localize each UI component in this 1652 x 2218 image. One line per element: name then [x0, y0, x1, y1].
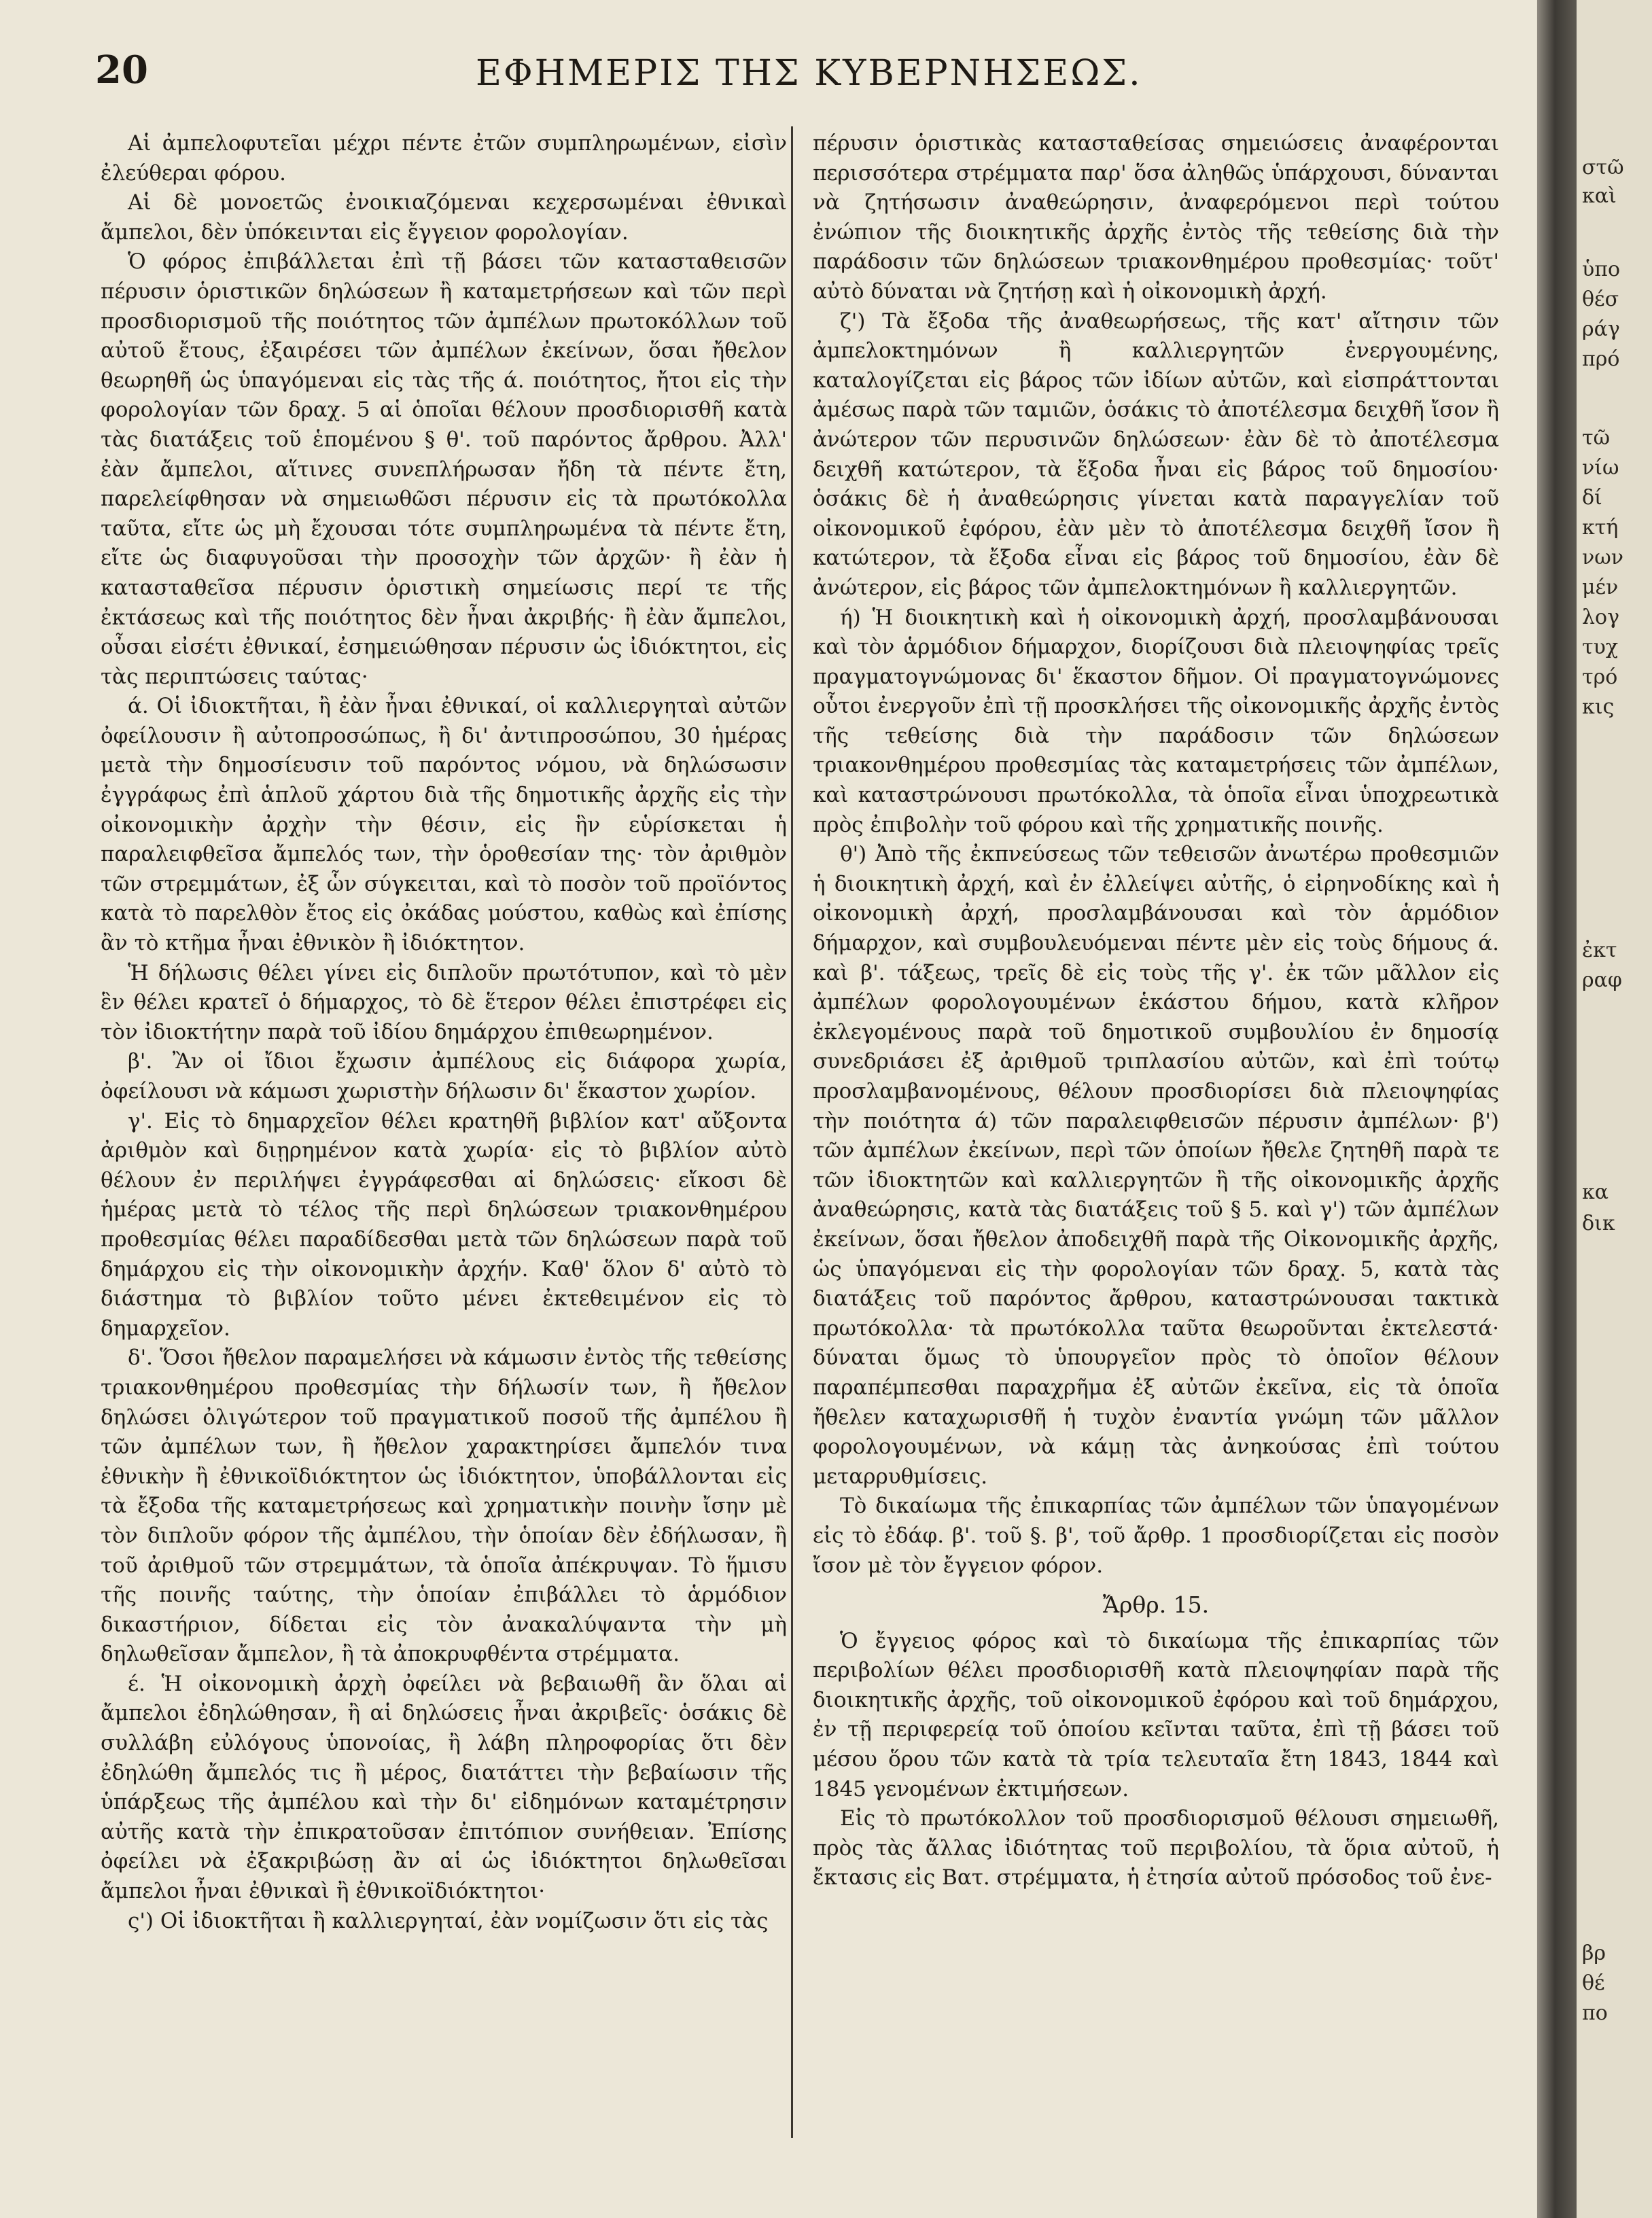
fragment: μέν	[1582, 576, 1619, 599]
fragment: ἐκτ	[1582, 938, 1617, 962]
fragment: καὶ	[1582, 184, 1617, 208]
fragment: πρό	[1582, 347, 1620, 371]
right-column	[813, 129, 1499, 1893]
page-number: 20	[95, 48, 148, 92]
fragment: τρό	[1582, 665, 1618, 689]
fragment: νων	[1582, 546, 1623, 569]
fragment: στῶ	[1582, 156, 1624, 179]
fragment: κις	[1582, 695, 1615, 719]
paragraph: Ὁ φόρος ἐπιβάλλεται ἐπὶ τῇ βάσει τῶν κατασταθεισῶν πέρυσιν ὁριστικῶν δηλώσεων ἢ καταμετρήσεων καὶ τῶν περὶ προσδιορισμοῦ τῆς ποιότητος τῶν ἀμπέλων πρωτοκόλλων τοῦ αὐτοῦ ἔτους, ἐξαιρέσει τῶν ἀμπέλων ἐκείνων, ὅσαι ἤθελον θεωρηθῆ ὡς ὑπαγόμεναι εἰς τὰς τῆς ά. ποιότητος, ἤτοι εἰς τὴν φορολογίαν τῶν δραχ. 5 αἱ ὁποῖαι θέλουν προσδιορισθῆ κατὰ τὰς διατάξεις τοῦ ἑπομένου § θ'. τοῦ παρόντος ἄρθρου. Ἀλλ' ἐὰν ἄμπελοι, αἵτινες συνεπλήρωσαν ἤδη τὰ πέντε ἔτη, παρελείφθησαν νὰ σημειωθῶσι πέρυσιν εἰς τὰ πρωτόκολλα ταῦτα, εἴτε ὡς μὴ ἔχουσαι τότε συμπληρωμένα τὰ πέντε ἔτη, εἴτε ὡς διαφυγοῦσαι τὴν προσοχὴν τῶν ἀρχῶν· ἢ ἐὰν ἡ κατασταθεῖσα πέρυσιν ὁριστικὴ σημείωσις περί τε τῆς ἐκτάσεως καὶ τῆς ποιότητος δὲν ἦναι ἀκριβής· ἢ ἐὰν ἄμπελοι, οὖσαι εἰσέτι ἐθνικαί, ἐσημειώθησαν πέρυσιν ὡς ἰδιόκτητοι, εἰς τὰς περιπτώσεις ταύτας·	[101, 249, 787, 689]
fragment: ὑπο	[1582, 258, 1621, 281]
left-column	[101, 129, 787, 1936]
paragraph: ζ') Τὰ ἔξοδα τῆς ἀναθεωρήσεως, τῆς κατ' αἴτησιν τῶν ἀμπελοκτημόνων ἢ καλλιεργητῶν ἐνεργουμένης, καταλογίζεται εἰς βάρος τῶν ἰδίων αὐτῶν, καὶ εἰσπράττονται ἀμέσως παρὰ τῶν ταμιῶν, ὁσάκις τὸ ἀποτέλεσμα δειχθῆ ἴσον ἢ ἀνώτερον τῶν περυσινῶν δηλώσεων· ἐὰν δὲ τὸ ἀποτέλεσμα δειχθῆ κατώτερον, τὰ ἔξοδα ἦναι εἰς βάρος τοῦ δημοσίου· ὁσάκις δὲ ἡ ἀναθεώρησις γίνεται κατὰ παραγγελίαν τοῦ οἰκονομικοῦ ἐφόρου, ἐὰν μὲν τὸ ἀποτέλεσμα δειχθῆ ἴσον ἢ κατώτερον, τὰ ἔξοδα εἶναι εἰς βάρος τοῦ δημοσίου, ἐὰν δὲ ἀνώτερον, εἰς βάρος τῶν ἀμπελοκτημόνων ἢ καλλιεργητῶν.	[813, 309, 1499, 600]
fragment: θέσ	[1582, 287, 1619, 311]
paragraph: β'. Ἂν οἱ ἴδιοι ἔχωσιν ἀμπέλους εἰς διάφορα χωρία, ὀφείλουσι νὰ κάμωσι χωριστὴν δήλωσιν δι' ἕκαστον χωρίον.	[101, 1049, 787, 1104]
paragraph: θ') Ἀπὸ τῆς ἐκπνεύσεως τῶν τεθεισῶν ἀνωτέρω προθεσμιῶν ἡ διοικητικὴ ἀρχή, καὶ ἐν ἐλλείψει αὐτῆς, ὁ εἰρηνοδίκης καὶ ἡ οἰκονομικὴ ἀρχή, προσλαμβάνουσαι καὶ τὸν ἁρμόδιον δήμαρχον, καὶ συμβουλευόμεναι πέντε μὲν εἰς τοὺς δήμους ά. καὶ β'. τάξεως, τρεῖς δὲ εἰς τοὺς τῆς γ'. ἐκ τῶν μᾶλλον εἰς ἀμπέλων φορολογουμένων ἑκάστου δήμου, κατὰ κλῆρον ἐκλεγομένους παρὰ τοῦ δημοτικοῦ συμβουλίου ἐν δημοσίᾳ συνεδριάσει ἐξ ἀριθμοῦ τριπλασίου αὐτῶν, καὶ ἐπὶ τούτῳ προσλαμβανομένους, θέλουν προσδιορίσει διὰ πλειοψηφίας τὴν ποιότητα ά) τῶν παραλειφθεισῶν πέρυσιν ἀμπέλων· β') τῶν ἀμπέλων ἐκείνων, περὶ τῶν ὁποίων ἤθελε ζητηθῆ παρὰ τε τῶν ἰδιοκτητῶν καὶ καλλιεργητῶν ἢ τῆς οἰκονομικῆς ἀρχῆς ἀναθεώρησις, κατὰ τὰς διατάξεις τοῦ § 5. καὶ γ') τῶν ἀμπέλων ἐκείνων, ὅσαι ἤθελον ἀποδειχθῆ παρὰ τῆς Οἰκονομικῆς ἀρχῆς, ὡς ὑπαγόμεναι εἰς τὴν φορολογίαν τῶν δραχ. 5, κατὰ τὰς διατάξεις τοῦ παρόντος ἄρθρου, καταστρώνουσαι τακτικὰ πρωτόκολλα· τὰ πρωτόκολλα ταῦτα θεωροῦνται ἐκτελεστά· δύναται ὅμως τὸ ὑπουργεῖον πρὸς τὸ ὁποῖον θέλουν παραπέμπεσθαι παραχρῆμα ἐξ αὐτῶν ἐκεῖνα, εἰς τὰ ὁποῖα ἤθελεν καταχωρισθῆ ἡ τυχὸν ἐναντία γνώμη τῶν μᾶλλον φορολογουμένων, νὰ κάμῃ τὰς ἀνηκούσας ἐπὶ τούτου μεταρρυθμίσεις.	[813, 842, 1499, 1489]
fragment: πο	[1582, 2001, 1608, 2025]
fragment: λογ	[1582, 605, 1620, 629]
fragment: κα	[1582, 1180, 1609, 1204]
paragraph: γ'. Εἰς τὸ δημαρχεῖον θέλει κρατηθῆ βιβλίον κατ' αὔξοντα ἀριθμὸν καὶ διῃρημένον κατὰ χωρία· εἰς τὸ βιβλίον αὐτὸ θέλουν ἐν περιλήψει ἐγγράφεσθαι αἱ δηλώσεις· εἴκοσι δὲ ἡμέρας μετὰ τὸ τέλος τῆς περὶ δηλώσεων τριακονθημέρου προθεσμίας θέλει παραδίδεσθαι μετὰ τῶν δηλώσεων παρὰ τοῦ δημάρχου εἰς τὴν οἰκονομικὴν ἀρχήν. Καθ' ὅλον δ' αὐτὸ τὸ διάστημα τὸ βιβλίον τοῦτο μένει ἐκτεθειμένον εἰς τὸ δημαρχεῖον.	[101, 1108, 787, 1341]
fragment: νίω	[1582, 456, 1619, 480]
fragment: τῶ	[1582, 426, 1611, 450]
fragment: ραφ	[1582, 968, 1622, 992]
article-heading: Ἄρθρ. 15.	[1102, 1591, 1210, 1619]
paragraph: Ἡ δήλωσις θέλει γίνει εἰς διπλοῦν πρωτότυπον, καὶ τὸ μὲν ἓν θέλει κρατεῖ ὁ δήμαρχος, τὸ δὲ ἕτερον θέλει ἐπιστρέφει εἰς τὸν ἰδιοκτήτην παρὰ τοῦ ἰδίου δημάρχου ἐπιθεωρημένον.	[101, 960, 787, 1044]
fragment: βρ	[1582, 1941, 1606, 1965]
fragment: δί	[1582, 486, 1602, 510]
paragraph: Αἱ δὲ μονοετῶς ἐνοικιαζόμεναι κεχερσωμέναι ἐθνικαὶ ἄμπελοι, δὲν ὑπόκεινται εἰς ἔγγειον φορολογίαν.	[101, 190, 787, 245]
fragment: κτή	[1582, 516, 1619, 540]
paragraph: ς') Οἱ ἰδιοκτῆται ἢ καλλιεργηταί, ἐὰν νομίζωσιν ὅτι εἰς τὰς	[128, 1908, 769, 1933]
fragment: θέ	[1582, 1971, 1605, 1995]
fragment: τυχ	[1582, 635, 1619, 659]
paragraph: Ὁ ἔγγειος φόρος καὶ τὸ δικαίωμα τῆς ἐπικαρπίας τῶν περιβολίων θέλει προσδιορισθῆ κατὰ πλειοψηφίαν παρὰ τῆς διοικητικῆς ἀρχῆς, τοῦ οἰκονομικοῦ ἐφόρου καὶ τοῦ δημάρχου, ἐν τῇ περιφερείᾳ τοῦ ὁποίου κεῖνται ταῦτα, ἐπὶ τῇ βάσει τοῦ μέσου ὅρου τῶν κατὰ τὰ τρία τελευταῖα ἔτη 1843, 1844 καὶ 1845 γενομένων ἐκτιμήσεων.	[813, 1628, 1499, 1801]
paragraph: πέρυσιν ὁριστικὰς κατασταθείσας σημειώσεις ἀναφέρονται περισσότερα στρέμματα παρ' ὅσα ἀληθῶς ὑπάρχουσι, δύνανται νὰ ζητήσωσιν ἀναθεώρησιν, ἀναφερόμενοι περὶ τούτου ἐνώπιον τῆς διοικητικῆς ἀρχῆς ἐντὸς τῆς τεθείσης διὰ τὴν παράδοσιν τῶν δηλώσεων τριακονθημέρου προθεσμίας· τοῦτ' αὐτὸ δύναται νὰ ζητήσῃ καὶ ἡ οἰκονομικὴ ἀρχή.	[813, 131, 1499, 304]
paragraph: δ'. Ὅσοι ἤθελον παραμελήσει νὰ κάμωσιν ἐντὸς τῆς τεθείσης τριακονθημέρου προθεσμίας τὴν δήλωσίν των, ἢ ἤθελον δηλώσει ὀλιγώτερον τοῦ πραγματικοῦ ποσοῦ τῆς ἀμπέλου ἢ τῶν ἀμπέλων των, ἢ ἤθελον χαρακτηρίσει ἄμπελόν τινα ἐθνικὴν ἢ ἐθνικοϊδιόκτητον ὡς ἰδιόκτητον, ὑποβάλλονται εἰς τὰ ἔξοδα τῆς καταμετρήσεως καὶ χρηματικὴν ποινὴν ἴσην μὲ τὸν διπλοῦν φόρον τῆς ἀμπέλου, τὴν ὁποίαν δὲν ἐδήλωσαν, ἢ τοῦ ἀριθμοῦ τῶν στρεμμάτων, τὰ ὁποῖα ἀπέκρυψαν. Τὸ ἥμισυ τῆς ποινῆς ταύτης, τὴν ὁποίαν ἐπιβάλλει τὸ ἁρμόδιον δικαστήριον, δίδεται εἰς τὸν ἀνακαλύψαντα τὴν μὴ δηλωθεῖσαν ἄμπελον, ἢ τὰ ἀποκρυφθέντα στρέμματα.	[101, 1345, 787, 1667]
paragraph: Εἰς τὸ πρωτόκολλον τοῦ προσδιορισμοῦ θέλουσι σημειωθῆ, πρὸς τὰς ἄλλας ἰδιότητας τοῦ περιβολίου, τὰ ὅρια αὐτοῦ, ἡ ἔκτασις εἰς Βατ. στρέμματα, ἡ ἐτησία αὐτοῦ πρόσοδος τοῦ ἐνε-	[813, 1806, 1499, 1890]
paragraph: ά. Οἱ ἰδιοκτῆται, ἢ ἐὰν ἦναι ἐθνικαί, οἱ καλλιεργηταὶ αὐτῶν ὀφείλουσιν ἢ αὐτοπροσώπως, ἢ δι' ἀντιπροσώπου, 30 ἡμέρας μετὰ τὴν δημοσίευσιν τοῦ παρόντος νόμου, νὰ δηλώσωσιν ἐγγράφως ἐπὶ ἁπλοῦ χάρτου διὰ τῆς δημοτικῆς ἀρχῆς εἰς τὴν οἰκονομικὴν ἀρχὴν τὴν θέσιν, εἰς ἣν εὑρίσκεται ἡ παραλειφθεῖσα ἄμπελός των, τὴν ὁροθεσίαν της· τὸν ἀριθμὸν τῶν στρεμμάτων, ἐξ ὧν σύγκειται, καὶ τὸ ποσὸν τοῦ προϊόντος κατὰ τὸ παρελθὸν ἔτος εἰς ὀκάδας μούστου, καθὼς καὶ ἐπίσης ἂν τὸ κτῆμα ἦναι ἐθνικὸν ἢ ἰδιόκτητον.	[101, 694, 787, 956]
running-title: ΕΦΗΜΕΡΙΣ ΤΗΣ ΚΥΒΕΡΝΗΣΕΩΣ.	[476, 53, 1142, 94]
column-divider	[791, 126, 793, 2138]
paragraph: Αἱ ἀμπελοφυτεῖαι μέχρι πέντε ἐτῶν συμπληρωμένων, εἰσὶν ἐλεύθεραι φόρου.	[101, 131, 787, 186]
fragment: δικ	[1582, 1212, 1615, 1235]
paragraph: ή) Ἡ διοικητικὴ καὶ ἡ οἰκονομικὴ ἀρχή, προσλαμβάνουσαι καὶ τὸν ἁρμόδιον δήμαρχον, διορίζουσι διὰ πλειοψηφίας τρεῖς πραγματογνώμονας δι' ἕκαστον δῆμον. Οἱ πραγματογνώμονες οὗτοι ἐνεργοῦν ἐπὶ τῇ προσκλήσει τῆς οἰκονομικῆς ἀρχῆς ἐντὸς τῆς τεθείσης διὰ τὴν παράδοσιν τῶν δηλώσεων τριακονθημέρου προθεσμίας τὰς καταμετρήσεις τῶν ἀμπέλων, καὶ καταστρώνουσι πρωτόκολλα, τὰ ὁποῖα εἶναι ὑποχρεωτικὰ πρὸς ἐπιβολὴν τοῦ φόρου καὶ τῆς χρηματικῆς ποινῆς.	[813, 605, 1499, 837]
fragment: ράγ	[1582, 317, 1620, 341]
paragraph: έ. Ἡ οἰκονομικὴ ἀρχὴ ὀφείλει νὰ βεβαιωθῆ ἂν ὅλαι αἱ ἄμπελοι ἐδηλώθησαν, ἢ αἱ δηλώσεις ἦναι ἀκριβεῖς· ὁσάκις δὲ συλλάβη εὐλόγους ὑπονοίας, ἢ λάβη πληροφορίας ὅτι δὲν ἐδηλώθη ἄμπελός τις ἢ μέρος, διατάττει τὴν βεβαίωσιν τῆς ὑπάρξεως τῆς ἀμπέλου καὶ τὴν δι' εἰδημόνων καταμέτρησιν αὐτῆς κατὰ τὴν ἐπικρατοῦσαν ἐπιτόπιον συνήθειαν. Ἐπίσης ὀφείλει νὰ ἐξακριβώσῃ ἂν αἱ ὡς ἰδιόκτητοι δηλωθεῖσαι ἄμπελοι ἦναι ἐθνικαὶ ἢ ἐθνικοϊδιόκτητοι·	[101, 1671, 787, 1904]
book-gutter	[1537, 0, 1577, 2218]
paragraph: Τὸ δικαίωμα τῆς ἐπικαρπίας τῶν ἀμπέλων τῶν ὑπαγομένων εἰς τὸ ἐδάφ. β'. τοῦ §. β', τοῦ ἄρθρ. 1 προσδιορίζεται εἰς ποσὸν ἴσον μὲ τὸν ἔγγειον φόρον.	[813, 1494, 1499, 1578]
adjacent-page-edge	[1577, 0, 1652, 2218]
